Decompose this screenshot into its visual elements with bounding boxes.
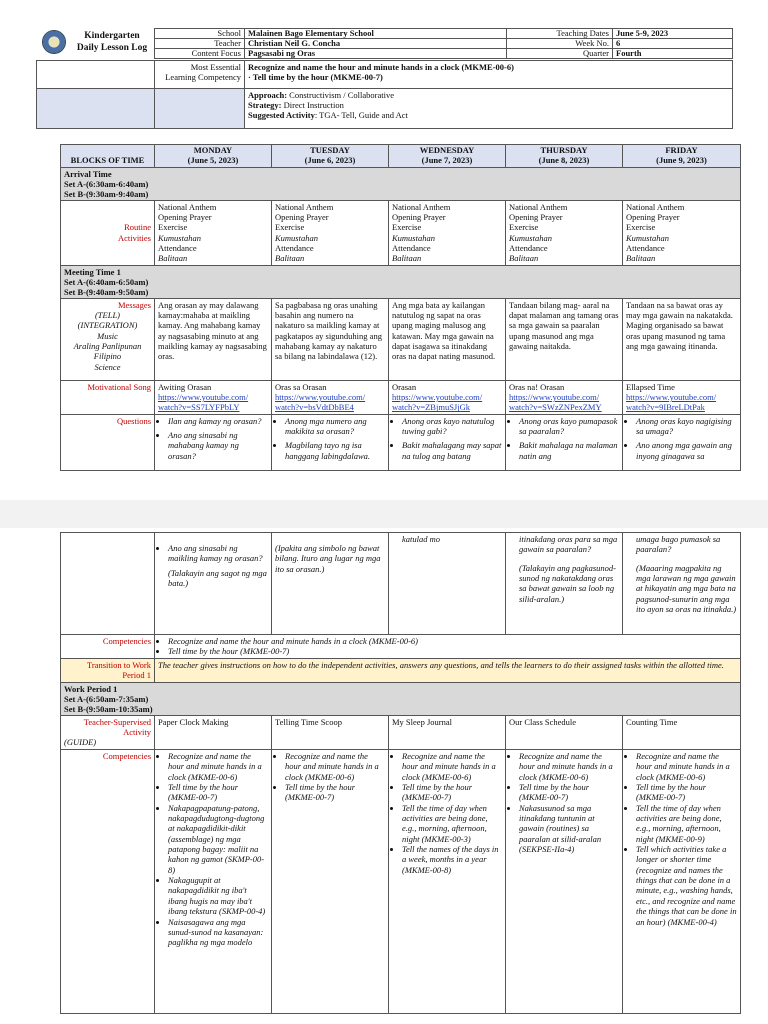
routine-item: Balitaan [509, 253, 539, 264]
song-title: Oras na! Orasan [509, 381, 565, 392]
teacher-value: Christian Neil G. Concha [245, 39, 507, 49]
routine-item: Balitaan [626, 253, 656, 264]
routine-item: Exercise [626, 222, 656, 233]
routine-item: Exercise [158, 222, 188, 233]
song-link[interactable]: https://www.youtube.com/ [509, 392, 600, 403]
work-comp-wednesday [389, 749, 506, 1013]
work-title: Work Period 1 [64, 683, 118, 694]
guide-label: (GUIDE) [64, 737, 97, 748]
title-line-1: Kindergarten [84, 31, 140, 41]
work-comp-tuesday [272, 749, 389, 1013]
song-title: Ellapsed Time [626, 381, 675, 392]
content-focus-value: Pagsasabi ng Oras [245, 49, 507, 59]
routine-item: Opening Prayer [275, 211, 329, 222]
activity-thursday: Our Class Schedule [506, 715, 623, 749]
routine-item: Attendance [158, 242, 197, 253]
routine-item: Kumustahan [509, 232, 552, 243]
tsa-label-1: Teacher-Supervised [83, 716, 151, 727]
day-header-monday [155, 145, 272, 168]
routine-label [61, 200, 155, 265]
integration-line: Science [94, 361, 121, 372]
routine-item: Balitaan [275, 253, 305, 264]
competency-item: • Tell time by the hour (MKME-00-7) [519, 782, 619, 803]
song-link[interactable]: watch?v=9IBreLDtPak [626, 402, 705, 413]
routine-item: National Anthem [275, 201, 334, 212]
routine-cell-tuesday [272, 200, 389, 265]
work-set-b: Set B-(9:50am-10:35am) [64, 703, 153, 714]
competency-item: • Tell the names of the days in a week, months in a year (MKME-00-8) [402, 844, 502, 875]
work-set-a: Set A-(6:50am-7:35am) [64, 693, 149, 704]
motivational-song-label: Motivational Song [61, 380, 155, 414]
questions-label: Questions [61, 414, 155, 470]
school-label: School [155, 29, 245, 39]
routine-item: National Anthem [626, 201, 685, 212]
competency-item: • Recognize and name the hour and minute hands in a clock (MKME-00-6) [636, 751, 737, 782]
routine-cell-wednesday [389, 200, 506, 265]
day-name: FRIDAY [665, 145, 698, 155]
integration-line: (INTEGRATION) [77, 320, 138, 331]
arrival-time-header [61, 167, 741, 200]
teacher-note: (Talakayin ang sagot ng mga bata.) [168, 567, 267, 589]
song-link[interactable]: watch?v=bsVdtDbBE4 [275, 402, 354, 413]
routine-cell-friday [623, 200, 741, 265]
melc-label [155, 61, 245, 89]
work-period-header [61, 682, 741, 715]
work-comp-thursday [506, 749, 623, 1013]
question-item: • Bakit mahalagang may sapat na tulog ang batang [402, 440, 502, 461]
question-continued: umaga bago pumasok sa paaralan? [636, 534, 721, 555]
cont-label-blank [61, 533, 155, 635]
question-continued: itinakdang oras para sa mga gawain sa paaralan? [519, 534, 618, 555]
routine-cell-thursday [506, 200, 623, 265]
song-title: Awiting Orasan [158, 381, 212, 392]
meeting-set-b: Set B-(9:40am-9:50am) [64, 286, 149, 297]
song-link[interactable]: watch?v=SWzZNPexZMY [509, 402, 602, 413]
questions-tuesday [272, 414, 389, 470]
day-name: TUESDAY [310, 145, 350, 155]
routine-item: Kumustahan [158, 232, 201, 243]
song-link[interactable]: https://www.youtube.com/ [392, 392, 483, 403]
approach-blank-1 [37, 89, 155, 129]
day-name: THURSDAY [540, 145, 588, 155]
dates-value: June 5-9, 2023 [613, 29, 733, 39]
day-header-friday [623, 145, 741, 168]
competency-item: • Nakagugupit at nakapagdidikit ng iba't ibang hugis na may iba't ibang tekstura (SKMP-00-4) [168, 875, 268, 916]
transition-text: The teacher gives instructions on how to do the independent activities, answers any questions, and tells the learners to do their assigned tasks within the allotted time. [155, 659, 741, 683]
routine-item: Kumustahan [392, 232, 435, 243]
melc-blank [37, 61, 155, 89]
quarter-label: Quarter [507, 49, 613, 59]
week-label: Week No. [507, 39, 613, 49]
day-date: (June 6, 2023) [304, 154, 356, 165]
routine-cell-monday [155, 200, 272, 265]
day-date: (June 5, 2023) [187, 154, 239, 165]
meeting-time-header [61, 265, 741, 298]
activity-value: : TGA- Tell, Guide and Act [314, 110, 408, 120]
routine-item: Attendance [509, 242, 548, 253]
routine-item: Kumustahan [626, 232, 669, 243]
content-focus-label: Content Focus [155, 49, 245, 59]
routine-item: National Anthem [509, 201, 568, 212]
cont-tuesday [272, 533, 389, 635]
melc-table [36, 60, 733, 129]
school-value: Malainen Bago Elementary School [245, 29, 507, 39]
day-name: MONDAY [193, 145, 233, 155]
activity-monday: Paper Clock Making [155, 715, 272, 749]
question-item: • Anong oras kayo nagigising sa umaga? [636, 416, 737, 437]
message-monday: Ang orasan ay may dalawang kamay:mahaba at maikling kamay. Ang mahabang kamay ay nagsasabing minuto at ang maikling kamay ay nagsasabing oras. [155, 298, 272, 380]
routine-item: Opening Prayer [626, 211, 680, 222]
questions-wednesday [389, 414, 506, 470]
day-date: (June 8, 2023) [538, 154, 590, 165]
song-monday [155, 380, 272, 414]
blocks-of-time-header: BLOCKS OF TIME [61, 145, 155, 168]
teacher-note: (Ipakita ang simbolo ng bawat bilang. Ituro ang lugar ng mga ito sa orasan.) [275, 543, 381, 574]
transition-label-2: Period 1 [122, 670, 151, 681]
question-item: • Ano ang sinasabi ng maikling kamay ng orasan? [168, 543, 268, 564]
page-2 [0, 528, 768, 1024]
work-comp-friday [623, 749, 741, 1013]
routine-item: Exercise [392, 222, 422, 233]
routine-item: Attendance [626, 242, 665, 253]
message-friday: Tandaan na sa bawat oras ay may mga gawain na nakatakda. Maging organisado sa bawat oras upang masunod ng tama ang mga gawaing itinanda. [623, 298, 741, 380]
competency-item: • Nakapagpapatung-patong, nakapagdudugtong-dugtong at nakapagdidikit-dikit (assemblage) ng mga patapong bagay: maliit na kahon ng gamot (SKMP-00-8) [168, 803, 268, 876]
deped-seal-icon [42, 30, 66, 54]
day-header-tuesday [272, 145, 389, 168]
schedule-table-continued [60, 532, 741, 1014]
message-tuesday: Sa pagbabasa ng oras unahing basahin ang numero na nakaturo sa maikling kamay at pagkatapos ay sigunduhing ang mahabang kamay ay nakaturo sa bilang na labindalawa (12). [272, 298, 389, 380]
approach-cell [245, 89, 733, 129]
strategy-value: Direct Instruction [281, 100, 344, 110]
melc-label-1: Most Essential [190, 62, 241, 72]
song-title: Orasan [392, 381, 417, 392]
meeting-title: Meeting Time 1 [64, 266, 121, 277]
song-thursday [506, 380, 623, 414]
teacher-note: (Maaaring magpakita ng mga larawan ng mga gawain at hikayatin ang mga bata na pagsunod-sunurin ang mga ito ayon sa oras na itinakda.) [636, 562, 737, 615]
song-wednesday [389, 380, 506, 414]
teacher-label: Teacher [155, 39, 245, 49]
question-item: • Anong oras kayo natutulog tuwing gabi? [402, 416, 502, 437]
arrival-set-a: Set A-(6:30am-6:40am) [64, 178, 149, 189]
song-link[interactable]: watch?v=SS7LYFPbLY [158, 402, 240, 413]
title-line-2: Daily Lesson Log [76, 43, 148, 53]
page-break [0, 500, 768, 528]
melc-label-2: Learning Competency [165, 72, 241, 82]
routine-item: Opening Prayer [509, 211, 563, 222]
activity-friday: Counting Time [623, 715, 741, 749]
song-link[interactable]: https://www.youtube.com/ [275, 392, 366, 403]
routine-item: Balitaan [392, 253, 422, 264]
competency-item: • Recognize and name the hour and minute hands in a clock (MKME-00-6) [285, 751, 385, 782]
day-header-wednesday [389, 145, 506, 168]
questions-friday [623, 414, 741, 470]
competency-item: • Tell which activities take a longer or shorter time (recognize and names the things that can be done in a minute, e.g., washing hands, etc., and recognize and name the things that can be done in an hour) (MKME-00-4) [636, 844, 737, 927]
dates-label: Teaching Dates [507, 29, 613, 39]
routine-item: Balitaan [158, 253, 188, 264]
competency-item: • Tell the time of day when activities are being done, e.g., morning, afternoon, night (MKME-00-9) [636, 803, 737, 844]
message-wednesday: Ang mga bata ay kailangan natutulog ng sapat na oras upang maging malusog ang katawan. May mga gawain na dapat isagawa sa itinakdang oras na dapat nating masunod. [389, 298, 506, 380]
competency-item: • Tell time by the hour (MKME-00-7) [168, 782, 268, 803]
questions-monday [155, 414, 272, 470]
song-link[interactable]: https://www.youtube.com/ [626, 392, 717, 403]
messages-label-cell [61, 298, 155, 380]
activity-label: Suggested Activity [248, 110, 315, 120]
competency-item: • Recognize and name the hour and minute hands in a clock (MKME-00-6) [168, 751, 268, 782]
cont-monday [155, 533, 272, 635]
routine-item: National Anthem [392, 201, 451, 212]
song-title: Oras sa Orasan [275, 381, 327, 392]
day-header-thursday [506, 145, 623, 168]
competency-item: • Tell time by the hour (MKME-00-7) [285, 782, 385, 803]
week-value: 6 [613, 39, 733, 49]
teacher-note: (Talakayin ang pagkasunod-sunod ng nakatakdang oras sa bawat gawain sa loob ng silid-aralan.) [519, 562, 616, 604]
integration-line: Filipino [93, 351, 122, 362]
competency-item: • Naisasagawa ang mga sunud-sunod na kasanayan: paglikha ng mga modelo [168, 917, 268, 948]
approach-blank-2 [155, 89, 245, 129]
competency-item: • Recognize and name the hour and minute hands in a clock (MKME-00-6) [168, 636, 737, 646]
transition-label-1: Transition to Work [86, 660, 151, 670]
day-name: WEDNESDAY [419, 145, 475, 155]
song-link[interactable]: watch?v=ZBjmuSJjGk [392, 402, 470, 413]
work-comp-monday [155, 749, 272, 1013]
message-thursday: Tandaan bilang mag- aaral na dapat malaman ang tamang oras sa mga gawain sa paaralan upang masunod ang mga gawaing naitakda. [506, 298, 623, 380]
meeting-set-a: Set A-(6:40am-6:50am) [64, 276, 149, 287]
dll-title [68, 30, 156, 54]
competency-item: • Tell the time of day when activities are being done, e.g., morning, afternoon, night (MKME-00-3) [402, 803, 502, 844]
routine-item: Exercise [275, 222, 305, 233]
question-item: • Bakit mahalaga na malaman natin ang [519, 440, 619, 461]
day-date: (June 9, 2023) [656, 154, 707, 165]
competencies-cell [155, 635, 741, 659]
melc-value-2: · Tell time by the hour (MKME-00-7) [248, 72, 383, 82]
work-competencies-label: Competencies [61, 749, 155, 1013]
question-item: • Ano anong mga gawain ang inyong ginagawa sa [636, 440, 737, 461]
routine-item: Exercise [509, 222, 539, 233]
integration-line: Araling Panlipunan [73, 341, 142, 352]
schedule-table [60, 144, 741, 471]
questions-thursday [506, 414, 623, 470]
competency-item: • Tell time by the hour (MKME-00-7) [402, 782, 502, 803]
song-link[interactable]: https://www.youtube.com/ [158, 392, 249, 403]
messages-label: Messages [117, 299, 151, 310]
page-1 [0, 0, 768, 500]
activity-wednesday: My Sleep Journal [389, 715, 506, 749]
arrival-title: Arrival Time [64, 168, 112, 179]
routine-item: Opening Prayer [158, 211, 212, 222]
competency-item: • Tell time by the hour (MKME-00-7) [636, 782, 737, 803]
transition-label [61, 659, 155, 683]
cont-friday [623, 533, 741, 635]
routine-item: Kumustahan [275, 232, 318, 243]
routine-label-2: Activities [117, 232, 151, 243]
song-tuesday [272, 380, 389, 414]
competencies-label: Competencies [61, 635, 155, 659]
song-friday [623, 380, 741, 414]
activity-tuesday: Telling Time Scoop [272, 715, 389, 749]
question-item: • Ilan ang kamay ng orasan? [168, 416, 268, 426]
question-continued: katulad mo [402, 534, 441, 544]
quarter-value: Fourth [613, 49, 733, 59]
routine-item: Attendance [392, 242, 431, 253]
melc-value [245, 61, 733, 89]
header-table [154, 28, 733, 59]
question-item: • Magbilang tayo ng isa hanggang labingdalawa. [285, 440, 385, 461]
competency-item: • Recognize and name the hour and minute hands in a clock (MKME-00-6) [519, 751, 619, 782]
cont-thursday [506, 533, 623, 635]
competency-item: • Recognize and name the hour and minute hands in a clock (MKME-00-6) [402, 751, 502, 782]
tsa-label-2: Activity [123, 727, 151, 738]
routine-item: Opening Prayer [392, 211, 446, 222]
competency-item: • Tell time by the hour (MKME-00-7) [168, 646, 737, 656]
arrival-set-b: Set B-(9:30am-9:40am) [64, 188, 149, 199]
question-item: • Anong mga numero ang makikita sa orasan? [285, 416, 385, 437]
integration-line: (TELL) [94, 310, 121, 321]
melc-value-1: Recognize and name the hour and minute hands in a clock (MKME-00-6) [248, 62, 514, 72]
question-item: • Ano ang sinasabi ng mahabang kamay ng orasan? [168, 430, 268, 461]
tsa-label-cell [61, 715, 155, 749]
routine-item: National Anthem [158, 201, 217, 212]
cont-wednesday [389, 533, 506, 635]
integration-line: Music [97, 330, 118, 341]
question-item: • Anong oras kayo pumapasok sa paaralan? [519, 416, 619, 437]
competency-item: • Nakasusunod sa mga itinakdang tuntunin at gawain (routines) sa paaralan at silid-aralan (SEKPSE-IIa-4) [519, 803, 619, 855]
strategy-label: Strategy: [248, 100, 282, 110]
routine-item: Attendance [275, 242, 314, 253]
day-date: (June 7, 2023) [421, 154, 473, 165]
approach-value: Constructivism / Collaborative [287, 90, 394, 100]
routine-label-1: Routine [124, 222, 151, 233]
approach-label: Approach: [248, 90, 288, 100]
